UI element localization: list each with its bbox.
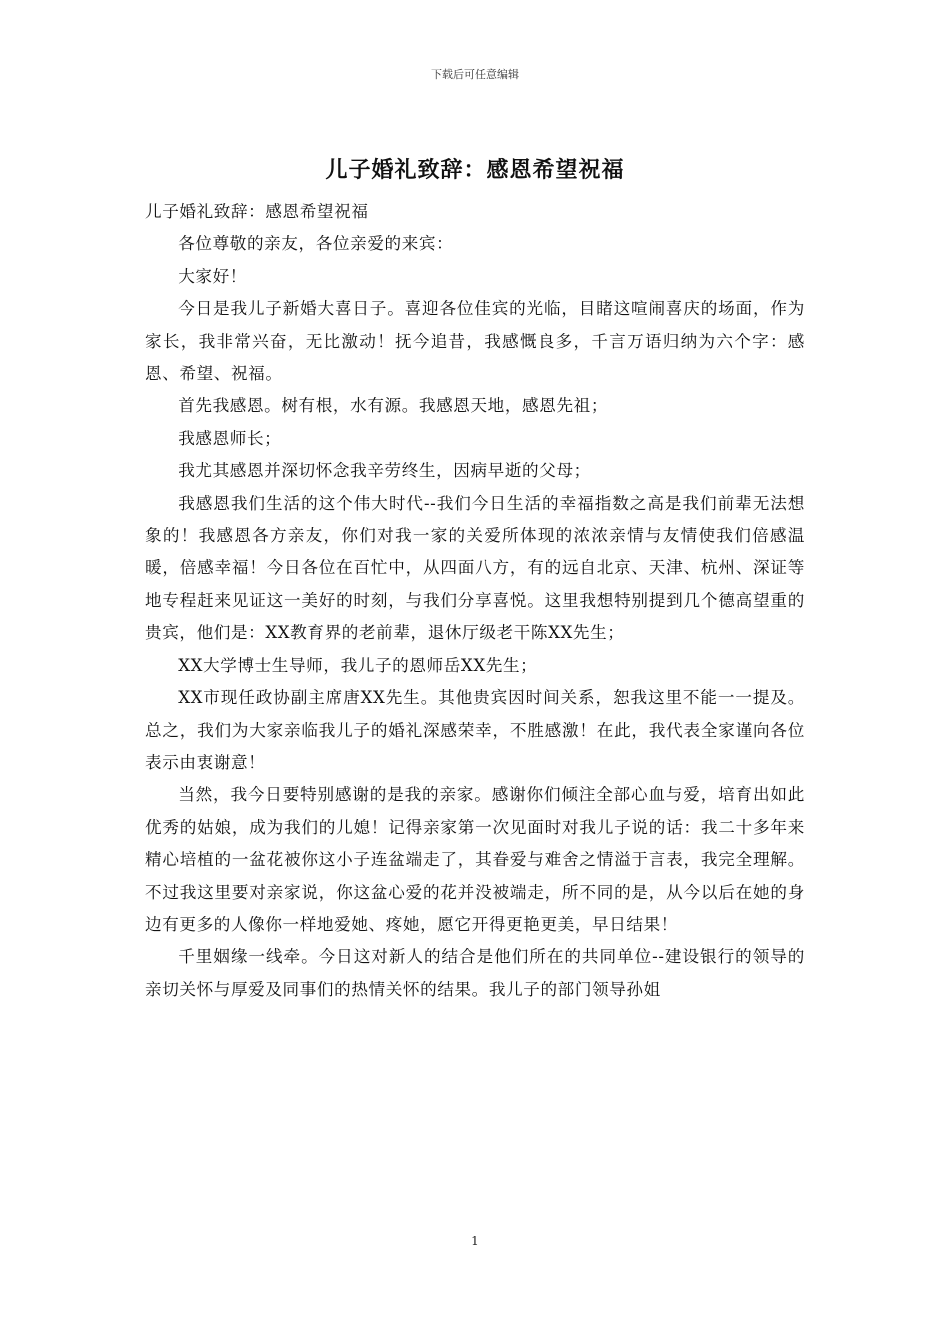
paragraph: 儿子婚礼致辞：感恩希望祝福 [145,202,369,221]
paragraph: 千里姻缘一线牵。今日这对新人的结合是他们所在的共同单位--建设银行的领导的亲切关怀与厚爱及同事们的热情关怀的结果。我儿子的部门领导孙姐 [145,947,805,999]
paragraph: 我感恩师长； [178,428,282,448]
paragraph: 今日是我儿子新婚大喜日子。喜迎各位佳宾的光临，目睹这喧闹喜庆的场面，作为家长，我非常兴奋，无比激动！抚今追昔，我感慨良多，千言万语归纳为六个字：感恩、希望、祝福。 [145,299,805,384]
paragraph: XX大学博士生导师，我儿子的恩师岳XX先生； [178,655,538,675]
paragraph: 我感恩我们生活的这个伟大时代--我们今日生活的幸福指数之高是我们前辈无法想象的！我感恩各方亲友，你们对我一家的关爱所体现的浓浓亲情与友情使我们倍感温暖，倍感幸福！今日各位在百忙中，从四面八方，有的远自北京、天津、杭州、深证等地专程赶来见证这一美好的时刻，与我们分享喜悦。这里我想特别提到几个德高望重的贵宾，他们是：XX教育界的老前辈，退休厅级老干陈XX先生； [145,493,805,643]
header-note: 下载后可任意编辑 [431,68,519,81]
paragraph: 我尤其感恩并深切怀念我辛劳终生，因病早逝的父母； [178,461,591,481]
page-number: 1 [471,1234,479,1248]
paragraph: 首先我感恩。树有根，水有源。我感恩天地，感恩先祖； [178,396,609,416]
paragraph: 各位尊敬的亲友，各位亲爱的来宾： [178,234,454,254]
document-body [145,196,805,1006]
document-title: 儿子婚礼致辞：感恩希望祝福 [325,157,625,183]
paragraph: XX市现任政协副主席唐XX先生。其他贵宾因时间关系，恕我这里不能一一提及。总之，我们为大家亲临我儿子的婚礼深感荣幸，不胜感激！在此，我代表全家谨向各位表示由衷谢意！ [145,688,805,772]
paragraph: 当然，我今日要特别感谢的是我的亲家。感谢你们倾注全部心血与爱，培育出如此优秀的姑娘，成为我们的儿媳！记得亲家第一次见面时对我儿子说的话：我二十多年来精心培植的一盆花被你这小子连盆端走了，其眷爱与难舍之情溢于言表，我完全理解。不过我这里要对亲家说，你这盆心爱的花并没被端走，所不同的是，从今以后在她的身边有更多的人像你一样地爱她、疼她，愿它开得更艳更美，早日结果！ [145,785,805,934]
paragraph: 大家好！ [178,266,247,286]
